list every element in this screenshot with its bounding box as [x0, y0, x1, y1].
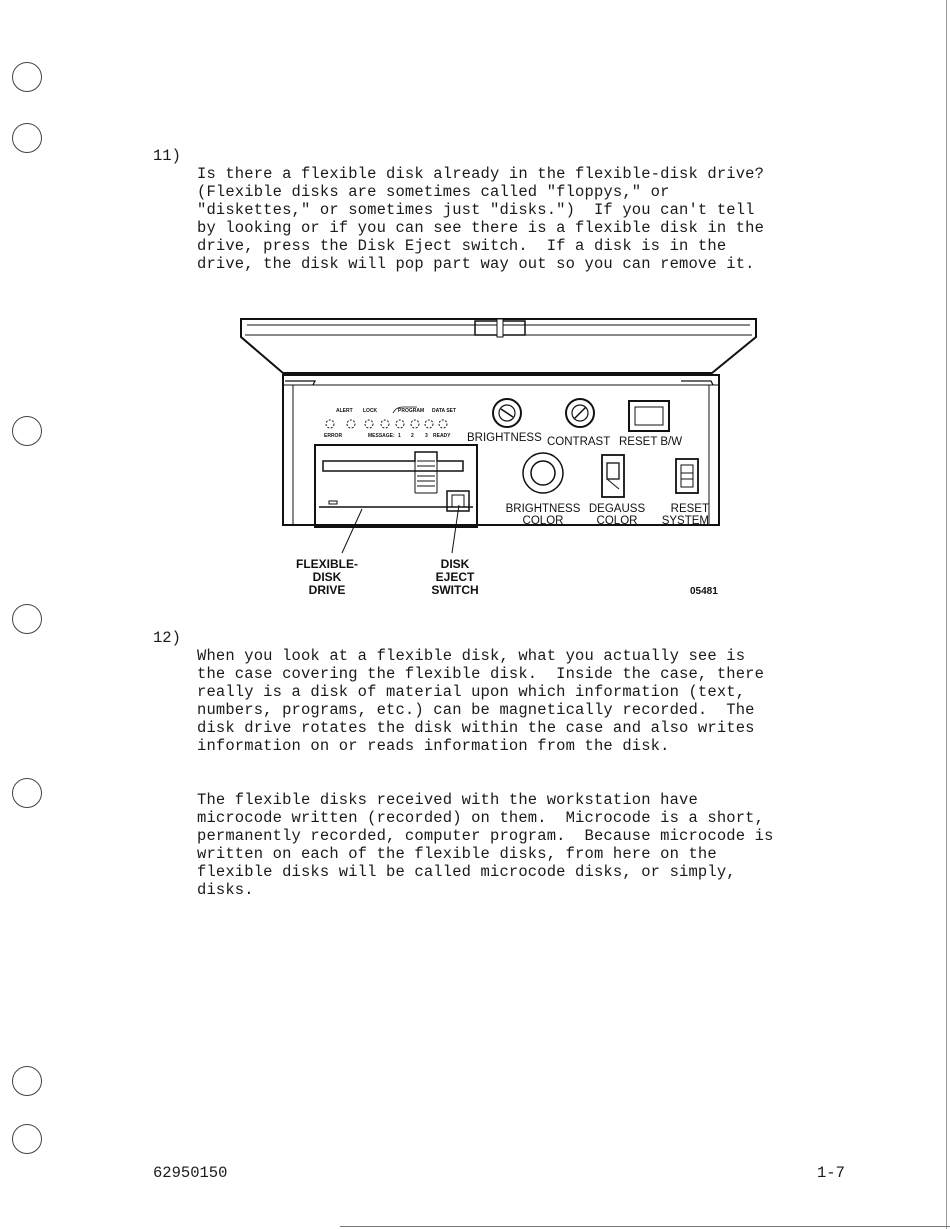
indicator-label: 3 [425, 433, 428, 439]
reset-bw-label: RESET B/W [619, 436, 683, 448]
item-number: 12) [153, 629, 181, 647]
indicator-label: READY [433, 433, 451, 439]
flexible-disk-drive-callout [287, 558, 367, 597]
item-number: 11) [153, 147, 181, 165]
indicator-label: ERROR [324, 433, 343, 439]
text-line: Is there a flexible disk already in the flexible-disk drive? [197, 165, 765, 183]
text-line: the case covering the flexible disk. Inside the case, there [197, 665, 765, 683]
item-12-text [197, 629, 764, 773]
text-line: disks. [197, 881, 254, 899]
document-number: 62950150 [153, 1164, 228, 1182]
binder-hole [12, 123, 42, 153]
text-line: When you look at a flexible disk, what you actually see is [197, 647, 746, 665]
indicator-label: 2 [411, 433, 414, 439]
label-line: RESET [670, 503, 709, 515]
text-line: (Flexible disks are sometimes called "floppys," or [197, 183, 670, 201]
text-line: really is a disk of material upon which information (text, [197, 683, 746, 701]
binder-hole [12, 1066, 42, 1096]
text-line: microcode written (recorded) on them. Microcode is a short, [197, 809, 765, 827]
binder-hole [12, 778, 42, 808]
label-line: DEGAUSS [588, 503, 646, 515]
label-line: SYSTEM [661, 515, 709, 527]
text-line: information on or reads information from the disk. [197, 737, 670, 755]
text-line: drive, press the Disk Eject switch. If a disk is in the [197, 237, 727, 255]
binder-hole [12, 62, 42, 92]
microcode-paragraph [197, 773, 774, 917]
indicator-label: PROGRAM [398, 408, 425, 414]
page-edge [946, 0, 947, 1229]
brightness-color-label [503, 503, 583, 527]
page-edge [340, 1226, 950, 1227]
text-line: written on each of the flexible disks, from here on the [197, 845, 717, 863]
contrast-label: CONTRAST [547, 436, 611, 448]
item-11-text [197, 147, 764, 291]
reset-system-label [653, 503, 709, 527]
page-number: 1-7 [817, 1164, 845, 1182]
figure-number: 05481 [690, 586, 718, 597]
binder-hole [12, 604, 42, 634]
label-line: BRIGHTNESS [505, 503, 581, 515]
callout-line: EJECT [435, 570, 475, 584]
brightness-label: BRIGHTNESS [467, 432, 542, 444]
label-line: COLOR [596, 515, 638, 527]
text-line: disk drive rotates the disk within the case and also writes [197, 719, 755, 737]
callout-line: SWITCH [431, 583, 479, 597]
indicator-label: LOCK [363, 408, 378, 414]
text-line: "diskettes," or sometimes just "disks.") If you can't tell [197, 201, 755, 219]
degauss-color-label [587, 503, 647, 527]
text-line: numbers, programs, etc.) can be magnetically recorded. The [197, 701, 755, 719]
indicator-label: MESSAGE: [368, 433, 395, 439]
label-line: COLOR [522, 515, 564, 527]
text-line: by looking or if you can see there is a flexible disk in the [197, 219, 765, 237]
indicator-label: 1 [398, 433, 401, 439]
callout-line: DRIVE [308, 583, 346, 597]
disk-eject-switch-callout [420, 558, 490, 597]
binder-hole [12, 1124, 42, 1154]
callout-line: DISK [440, 557, 470, 571]
indicator-label: ALERT [336, 408, 353, 414]
text-line: permanently recorded, computer program. Because microcode is [197, 827, 774, 845]
text-line: The flexible disks received with the workstation have [197, 791, 698, 809]
binder-hole [12, 416, 42, 446]
text-line: flexible disks will be called microcode disks, or simply, [197, 863, 736, 881]
callout-line: DISK [312, 570, 342, 584]
callout-line: FLEXIBLE- [296, 557, 358, 571]
terminal-front-panel-figure [235, 295, 765, 610]
text-line: drive, the disk will pop part way out so you can remove it. [197, 255, 755, 273]
indicator-label: DATA SET [432, 408, 457, 414]
